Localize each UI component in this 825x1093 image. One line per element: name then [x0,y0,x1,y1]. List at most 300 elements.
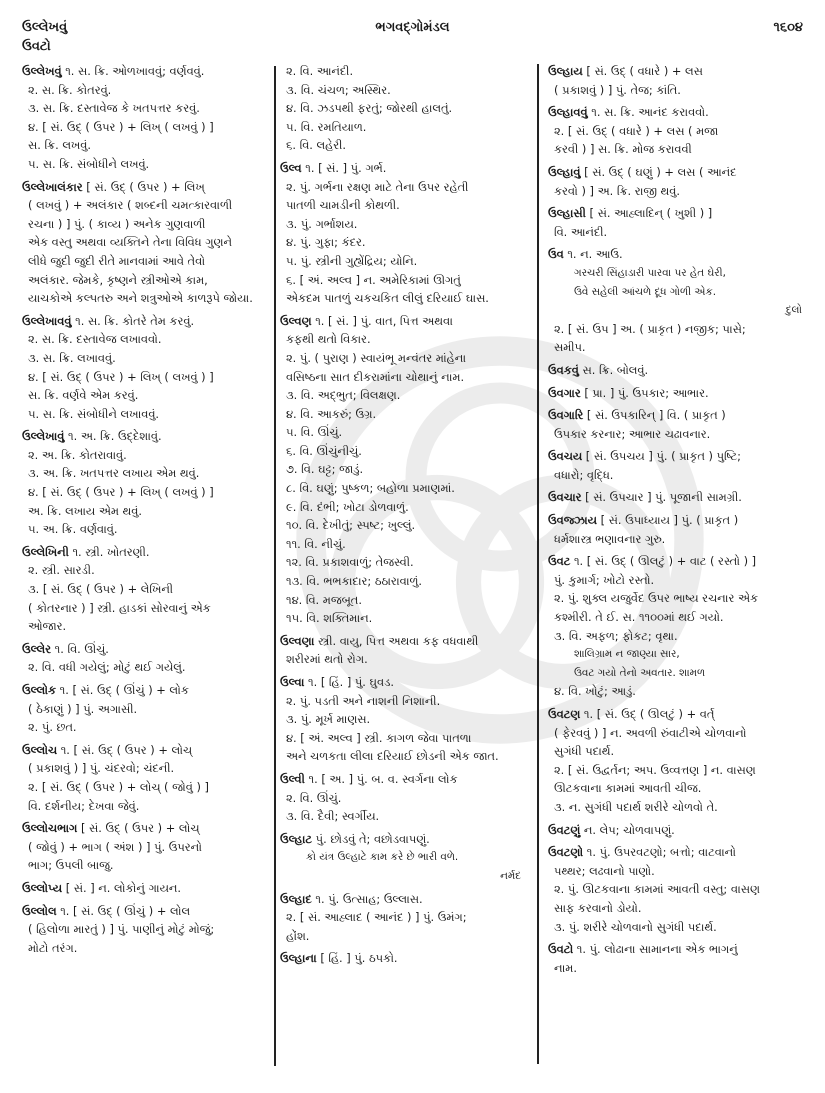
entry-definition: દુલો [785,304,802,317]
entry-definition: ૧. [ સં. ઉદ્ ( ઉપર ) + લોચ્ [57,742,193,757]
entry-line [548,862,806,881]
entry-headword: ઉલ્હાવવું [548,105,588,120]
entry-line [22,62,260,81]
entry-line [548,880,806,899]
entry-line [280,196,525,215]
entry-definition: [ સં. ઉદ્ ( ઉપર ) + લોચ્ [77,821,200,836]
entry-definition: [ સં. ઉપચય ] પું. ( પ્રાકૃત ) પુષ્ટિ; [582,449,741,464]
entry-definition: ૮. વિ. ઘણું; પુષ્કળ; બહોળા પ્રમાણમાં. [286,481,455,496]
dictionary-entry [22,62,260,174]
entry-headword: ઉલ્વણા [280,633,315,648]
entry-line [548,742,806,761]
dictionary-entry [548,843,806,936]
entry-definition: સ. ક્રિ. લખવું. [28,138,92,153]
entry-line [280,178,525,197]
entry-headword: ઉવચય [548,449,583,464]
entry-line [22,427,260,446]
entry-definition: ૧. અ. ક્રિ. ઉદ્દેશાવું. [64,429,162,444]
entry-definition: [ સં. ઉદ્ ( ઘણું ) + લસ ( આનંદ [580,164,737,179]
entry-definition: ૨. અ. ક્રિ. કોતરાવાવું. [28,447,127,462]
entry-headword: ઉવટો [548,942,574,957]
entry-line [548,361,806,380]
entry-definition: ૨. [ સં. ઉપ ] અ. ( પ્રાકૃત ) નજીક; પાસે; [554,321,746,336]
dictionary-entry [548,62,806,99]
entry-line [548,163,806,182]
entry-line [280,271,525,290]
entry-line [280,867,525,886]
entry-definition: રચના ) ] પું. ( કાવ્ય ) અનેક ગુણવાળી [28,216,206,231]
dictionary-entry [548,488,806,507]
entry-definition: હોંશ. [286,928,310,943]
entry-line [280,349,525,368]
entry-definition: ૪. [ અં. અલ્વ ] સ્ત્રી. કાગળ જેવા પાતળા [286,730,472,745]
entry-definition: પું. કુમાર્ગ; ખોટો રસ્તો. [554,572,655,587]
entry-definition: ( જોવું ) + ભાગ ( અંશ ) ] પું. ઉપરનો [28,839,202,854]
entry-headword: ઉવગાર [548,385,581,400]
entry-line [22,178,260,197]
entry-headword: ઉલ્હાસી [548,206,586,221]
entry-definition: ( હિલોળા મારતું ) ] પું. પાણીનું મોટું મોજું; [28,922,215,937]
entry-line [548,204,806,223]
entry-line [22,700,260,719]
entry-line [22,617,260,636]
dictionary-entry [280,890,525,946]
entry-line [22,741,260,760]
entry-definition: ભાગ; ઉપલી બાજુ. [28,858,114,873]
entry-headword: ઉલ્લેખાવું [22,429,65,444]
entry-line [280,405,525,424]
entry-definition: ૪. પું. ગુફા; કંદર. [286,235,366,250]
entry-definition: એકદમ પાતળું ચકચકિત લીલું દરિયાઈ ઘાસ. [286,291,489,306]
entry-definition: ગરચરી સિંહાડારી પારવા પર હેત ઘેરી, [574,266,726,279]
entry-definition: વિ. દર્શનીય; દેખવા જેવું. [28,798,140,813]
entry-headword: ઉલ્લેખાલંકાર [22,179,83,194]
entry-line [280,591,525,610]
entry-definition: ૩. વિ. દૈવી; સ્વર્ગીય. [286,809,380,824]
entry-line [548,338,806,357]
entry-definition: ૪. વિ. આકરું; ઉગ્ર. [286,406,377,421]
dictionary-entry [22,902,260,958]
dictionary-entry [280,159,525,308]
entry-line [548,182,806,201]
entry-line [548,81,806,100]
entry-line [22,99,260,118]
entry-definition: ઓજાર. [28,619,67,634]
entry-headword: ઉલ્વા [280,675,305,689]
entry-line [280,770,525,789]
entry-definition: ૧. પું. ઉપરવટણો; બત્તો; વાટવાનો [583,845,736,860]
entry-definition: ૧૩. વિ. ભભકાદાર; ઠઠારાવાળું. [286,574,423,589]
entry-line [280,330,525,349]
entry-line [22,464,260,483]
entry-definition: અને ચળકતા લીલા દરિયાઈ છોડની એક જાત. [286,749,499,764]
entry-definition: પું. છોડવું તે; વછોડવાપણું. [312,831,430,846]
entry-definition: ૧. સ. ક્રિ. આનંદ કરાવવો. [587,105,709,120]
entry-definition: નામ. [554,960,577,975]
entry-line [22,902,260,921]
entry-definition: ૫. સ. ક્રિ. સંબોધીને લખાવવું. [28,406,160,421]
entry-headword: ઉલ્વ [280,160,302,175]
entry-headword: ઉલ્હાદ [280,891,312,906]
entry-line [548,122,806,141]
entry-definition: ૭. વિ. ઘટ્ટ; જાડું. [286,462,364,477]
entry-headword: ઉલ્વણ [280,313,312,328]
entry-definition: ૧. [ હિં. ] પું. ઘુવડ. [304,675,394,689]
entry-line [548,384,806,403]
entry-line [22,368,260,387]
entry-line [548,488,806,507]
entry-definition: [ સં. ઉપચાર ] પું. પૂજાની સામગ્રી. [581,490,742,505]
entry-definition: મોટો તરંગ. [28,940,78,955]
entry-line [22,520,260,539]
entry-definition: કશ્મીરી. તે ઈ. સ. ૧૧૦૦માં થઈ ગયો. [554,610,724,625]
dictionary-entry [548,384,806,403]
entry-definition: ૨. પું. પડતી અને નાશની નિશાની. [286,693,441,708]
entry-line [280,789,525,808]
entry-headword: ઉવગારિ [548,408,584,423]
entry-definition: ૬. વિ. ઊંચુંનીચું. [286,443,362,458]
entry-definition: ( પ્રકાશવું ) ] પું. તેજ; કાંતિ. [554,82,681,97]
dictionary-entry [22,640,260,677]
dictionary-column-3 [548,62,806,981]
entry-line [280,498,525,517]
entry-definition: કો યંત્ર ઉલ્હાટે કામ કરે છે ભારી વળે. [306,851,459,864]
entry-line [22,271,260,290]
entry-line [280,650,525,669]
entry-line [22,502,260,521]
entry-line [280,692,525,711]
entry-definition: ૧. [ સં. ] પું. વાત, પિત્ત અથવા [311,313,453,328]
entry-definition: ( ફેરવવું ) ] ન. અવળી રુંવાટીએ ચોળવાનો [554,725,747,740]
entry-line [280,289,525,308]
book-title: ભગવદ્ગોમંડલ [375,20,450,35]
entry-headword: ઉલ્લેખિની [22,544,69,559]
dictionary-entry [22,681,260,737]
entry-definition: [ સં. ] ન. લોકોનું ગાયન. [62,880,182,895]
entry-definition: ૩. સ. ક્રિ. લખાવવું. [28,350,116,365]
entry-definition: ૧. પું. લોઢાના સામાનના એક ભાગનું [573,942,738,957]
entry-line [548,645,806,664]
entry-line [280,423,525,442]
entry-headword: ઉલ્હાના [280,951,317,966]
dictionary-entry [22,427,260,539]
dictionary-entry [22,178,260,308]
entry-definition: ૩. [ સં. ઉદ્ ( ઉપર ) + લેખિની [28,582,174,597]
entry-definition: ૨. [ સં. ઉદ્વર્તન; અપ. ઉવ્વત્તણ ] ન. વાસણ [554,762,756,777]
dictionary-entry [548,204,806,241]
entry-line [280,890,525,909]
entry-definition: શાલિગ્રામ ન જાણ્યા સાર, [574,648,680,661]
entry-line [548,705,806,724]
entry-definition: ૫. પું. સ્ત્રીની ગુહ્યેંદ્રિય; યોનિ. [286,253,418,268]
entry-line [548,779,806,798]
entry-definition: ૪. [ સં. ઉદ્ ( ઉપર ) + લિખ્ ( લખવું ) ] [28,369,214,384]
entry-line [548,761,806,780]
entry-line [22,118,260,137]
entry-line [548,843,806,862]
entry-definition: ૨. સ્ત્રી. સારડી. [28,563,95,578]
entry-line [548,245,806,264]
entry-definition: ન. લેપ; ચોળવાપણું. [580,822,675,837]
guide-word-bottom: ઉવટો [22,39,51,54]
entry-line [280,927,525,946]
entry-line [280,62,525,81]
entry-definition: ઉપકાર કરનાર; આભાર ચઢાવનાર. [554,426,711,441]
dictionary-entry [548,406,806,443]
dictionary-entry [22,879,260,898]
dictionary-entry [548,705,806,817]
entry-line [22,797,260,816]
entry-line [548,571,806,590]
entry-line [22,920,260,939]
dictionary-entry [548,821,806,840]
entry-definition: ૧. સ. ક્રિ. કોતરે તેમ કરવું. [71,313,195,328]
entry-line [280,535,525,554]
entry-headword: ઉલ્લેખાવવું [22,313,72,328]
dictionary-entry [22,741,260,815]
entry-line [280,609,525,628]
entry-line [280,479,525,498]
dictionary-entry [280,770,525,826]
entry-headword: ઉલ્લેખવું [22,64,62,78]
entry-line [22,330,260,349]
entry-headword: ઉલ્હાવું [548,164,581,179]
entry-line [548,959,806,978]
entry-definition: [ સં. ઉપકારિન્ ] વિ. ( પ્રાકૃત ) [583,408,726,423]
entry-line [548,425,806,444]
entry-definition: [ હિં. ] પું. ઠપકો. [316,951,398,966]
entry-definition: કફથી થતો વિકાર. [286,332,371,347]
entry-headword: ઉલ્લોપ્ય [22,880,63,895]
entry-definition: ૨. પું. શુક્લ યજુર્વેદ ઉપર ભાષ્ય રચનાર એક [554,591,759,606]
entry-line [22,483,260,502]
entry-line [548,940,806,959]
entry-definition: ૩. પું. ગર્ભાશય. [286,216,358,231]
entry-line [548,589,806,608]
dictionary-column-1 [22,62,260,961]
entry-definition: ૨. સ. ક્રિ. કોતરવું. [28,82,112,97]
dictionary-entry [548,552,806,701]
entry-definition: [ સં. ઉદ્ ( વધારે ) + લસ [582,64,703,78]
entry-headword: ઉલ્લોક [22,683,57,697]
entry-line [280,460,525,479]
entry-line [548,899,806,918]
entry-headword: ઉવટણો [548,845,584,860]
entry-definition: અ. ક્રિ. લખાય એમ થવું. [28,503,142,518]
entry-definition: એક વસ્તુ અથવા વ્યક્તિને તેના વિવિધ ગુણને [28,235,232,250]
entry-line [548,223,806,242]
entry-line [548,664,806,683]
entry-line [280,729,525,748]
entry-definition: કરવી ) ] સ. ક્રિ. મોજ કરાવવી [554,142,692,157]
entry-definition: કરવો ) ] અ. ક્રિ. રાજી થવું. [554,183,681,198]
entry-line [548,406,806,425]
entry-line [280,848,525,867]
dictionary-entry [22,543,260,636]
entry-definition: ( ઠેકાણું ) ] પું. અગાસી. [28,701,138,716]
dictionary-entry [280,632,525,669]
entry-line [280,516,525,535]
entry-definition: ૪. [ સં. ઉદ્ ( ઉપર ) + લિખ્ ( લખવું ) ] [28,485,214,500]
entry-headword: ઉવટણું [548,822,581,837]
entry-headword: ઉલ્વી [280,771,305,786]
entry-definition: પાતળી ચામડીની કોથળી. [286,198,400,213]
entry-definition: ૩. સ. ક્રિ. દસ્તાવેજ કે ખતપત્તર કરવું. [28,101,200,116]
entry-line [280,908,525,927]
dictionary-entry [548,447,806,484]
guide-word-top: ઉલ્લેખવું [22,20,68,35]
entry-line [22,658,260,677]
entry-definition: ૧૫. વિ. શક્તિમાન. [286,611,373,626]
dictionary-entry [548,940,806,977]
entry-definition: ૩. અ. ક્રિ. ખતપત્તર લખાય એમ થવું. [28,466,200,481]
entry-definition: ૨. વિ. વધી ગયેલું; મોટું થઈ ગયેલું. [28,660,186,675]
entry-headword: ઉલ્હાટ [280,831,313,846]
entry-line [548,552,806,571]
entry-line [22,543,260,562]
entry-line [280,312,525,331]
entry-definition: વસિષ્ઠના સાત દીકરામાંના ચોથાનું નામ. [286,369,465,384]
page-header [0,0,825,60]
entry-line [280,368,525,387]
entry-line [280,710,525,729]
entry-headword: ઉલ્લેર [22,641,52,656]
entry-definition: ૪. વિ. ઝડપથી ફરતું; જોરથી હાલતું. [286,101,453,116]
entry-headword: ઉવટણ [548,707,581,721]
entry-definition: લીધે જુદી જુદી રીતે માનવામાં આવે તેવો [28,253,206,268]
entry-definition: ૨. સ. ક્રિ. દસ્તાવેજ લખાવવો. [28,332,162,347]
entry-line [548,511,806,530]
entry-definition: ૧. પું. ઉત્સાહ; ઉલ્લાસ. [311,891,423,906]
entry-line [22,856,260,875]
dictionary-entry [280,312,525,628]
entry-line [280,673,525,692]
entry-line [280,215,525,234]
entry-definition: ૩. ન. સુગંધી પદાર્થ શરીરે ચોળવો તે. [554,799,718,814]
entry-line [22,252,260,271]
entry-definition: શરીરમાં થતો રોગ. [286,652,368,667]
entry-line [280,81,525,100]
entry-headword: ઉવટ [548,554,571,569]
entry-line [22,405,260,424]
entry-line [548,264,806,283]
entry-definition: ૨. [ સં. ઉદ્ ( ઉપર ) + લોચ્ ( જોવું ) ] [28,779,209,794]
entry-definition: અલંકાર. જેમકે, કૃષ્ણને સ્ત્રીઓએ કામ, [28,272,208,287]
entry-line [22,289,260,308]
entry-headword: ઉવજ્ઝાય [548,513,597,528]
entry-definition: સાફ કરવાનો ડોયો. [554,900,642,915]
entry-line [280,747,525,766]
entry-line [280,136,525,155]
column-divider [537,64,539,1064]
entry-definition: ૨. વિ. આનંદી. [286,64,354,78]
entry-definition: ૩. વિ. ચંચળ; અસ્થિર. [286,82,391,97]
dictionary-column-2 [280,62,525,972]
dictionary-entry [22,312,260,424]
entry-line [22,838,260,857]
entry-definition: વધારો; વૃદ્ધિ. [554,467,614,482]
entry-line [280,252,525,271]
entry-line [22,446,260,465]
entry-line [22,681,260,700]
entry-definition: ( લખવું ) + અલંકાર ( શબ્દની ચમત્કારવાળી [28,198,233,213]
entry-definition: ૧૦. વિ. દેખીતું; સ્પષ્ટ; ખુલ્લું. [286,518,416,533]
entry-definition: સ. ક્રિ. બોલવું. [578,362,649,377]
entry-definition: ૩. વિ. અદ્ભુત; વિલક્ષણ. [286,388,401,403]
entry-line [280,572,525,591]
entry-line [280,949,525,968]
entry-definition: [ સં. આહ્લાદિન્ ( ખુશી ) ] [585,206,713,221]
entry-definition: ૧. [ સં. ઉદ્ ( ઊંચું ) + લોક [56,683,189,697]
entry-line [280,118,525,137]
entry-line [548,627,806,646]
entry-definition: યાચકોએ કલ્પતરુ અને શત્રુઓએ કાળરૂપે જોયા. [28,291,253,306]
entry-line [22,349,260,368]
entry-headword: ઉલ્હાય [548,64,583,78]
page-number: ૧૬૦૪ [773,20,803,35]
entry-line [280,233,525,252]
entry-line [22,879,260,898]
entry-line [280,553,525,572]
entry-definition: [ પ્રા. ] પું. ઉપકાર; આભાર. [580,385,709,400]
entry-line [548,798,806,817]
entry-line [548,821,806,840]
entry-definition: ૧. [ અ. ] પું. બ. વ. સ્વર્ગના લોક [304,771,458,786]
entry-definition: ૧. વિ. ઊંચું. [51,641,109,656]
entry-line [22,386,260,405]
dictionary-entry [280,62,525,155]
entry-definition: સુગંધી પદાર્થ. [554,744,615,759]
entry-definition: ૨. પું. ( પુરાણ ) સ્વાયંભૂ મન્વંતર માંહેના [286,350,467,365]
entry-line [280,807,525,826]
entry-line [22,718,260,737]
entry-definition: સ. ક્રિ. વર્ણવે એમ કરવું. [28,388,139,403]
entry-definition: ૩. પું. શરીરે ચોળવાનો સુગંધી પદાર્થ. [554,919,717,934]
entry-line [22,196,260,215]
entry-line [548,466,806,485]
dictionary-entry [548,163,806,200]
entry-line [548,320,806,339]
entry-definition: નર્મદ [500,869,521,882]
entry-definition: ૬. [ અં. અલ્વ ] ન. અમેરિકામાં ઊગતું [286,272,461,287]
entry-headword: ઉવચાર [548,490,582,505]
entry-line [22,580,260,599]
entry-definition: [ સં. ઉદ્ ( ઉપર ) + લિખ્ [82,179,205,194]
entry-definition: ( પ્રકાશવું ) ] પું. ચંદરવો; ચંદની. [28,761,175,776]
entry-line [280,99,525,118]
entry-line [22,599,260,618]
dictionary-entry [548,361,806,380]
entry-definition: ૨. પું. ગર્ભના રક્ષણ માટે તેના ઉપર રહેતી [286,179,469,194]
entry-definition: ૧. [ સં. ] પું. ગર્ભ. [301,160,387,175]
entry-line [548,103,806,122]
entry-definition: ઊટકવાના કામમાં આવતી ચીજ. [554,781,702,796]
dictionary-entry [280,949,525,968]
entry-definition: ઉવટ ગયો તેનો અવતાર. શામળ [574,666,706,679]
entry-headword: ઉલ્લોલ [22,903,57,918]
entry-definition: ૯. વિ. દંભી; ખોટા ડોળવાળું. [286,499,409,514]
entry-line [548,530,806,549]
entry-line [548,140,806,159]
entry-headword: ઉવકવું [548,362,579,377]
column-divider [274,66,276,1066]
entry-definition: ૩. પું. મૂર્ખ માણસ. [286,712,371,727]
entry-headword: ઉલ્લોચભાગ [22,821,78,836]
entry-headword: ઉવ [548,247,564,262]
dictionary-entry [280,830,525,886]
entry-definition: ૨. પું. છત. [28,720,77,735]
entry-line [22,778,260,797]
